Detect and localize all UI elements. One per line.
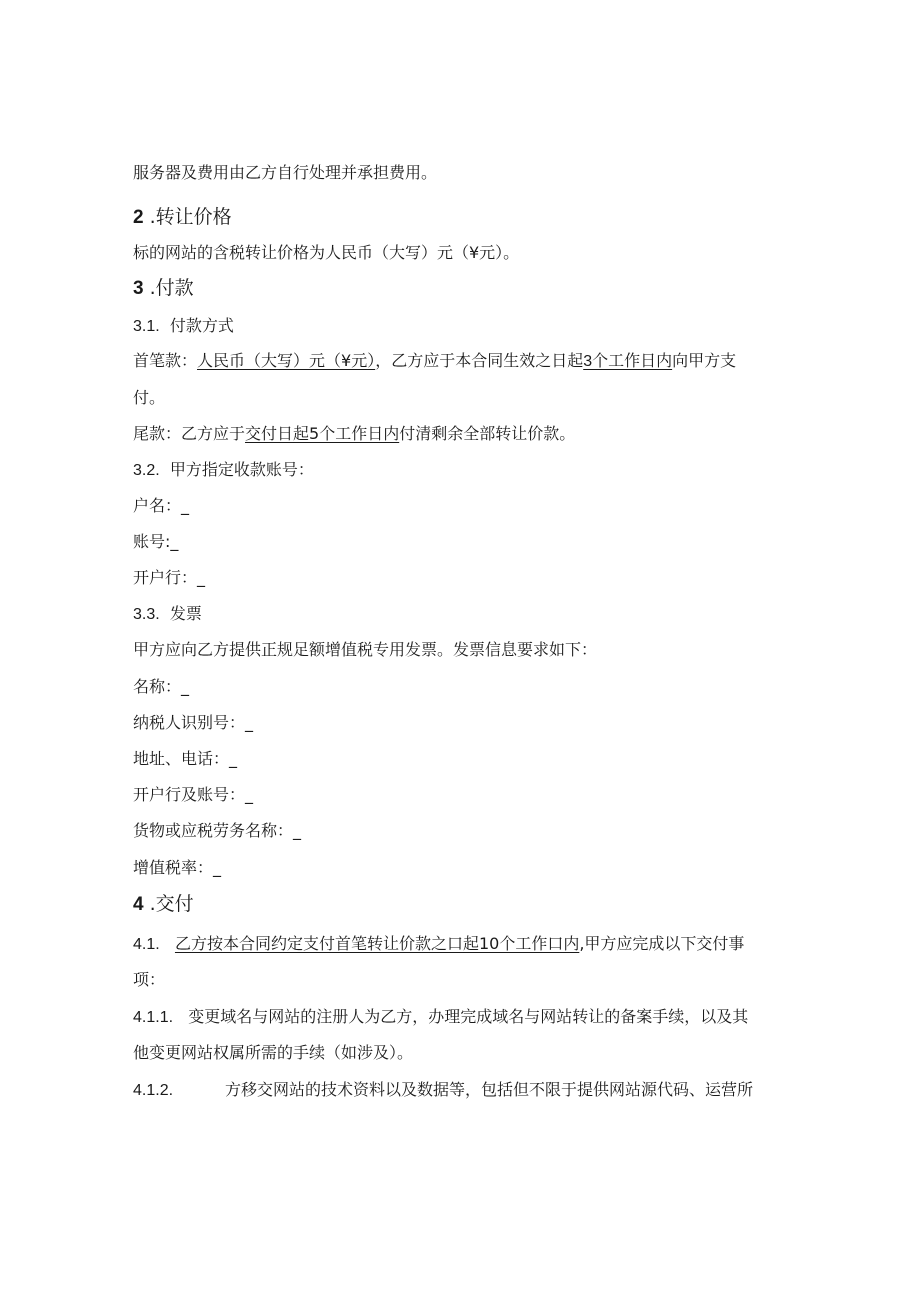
clause-3-1 [133, 315, 234, 338]
invoice-tax-rate: 增值税率：_ [133, 858, 222, 877]
clause-4-1-1-cont: 他变更网站权属所需的手续（如涉及）。 [133, 1043, 414, 1062]
final-payment-label: 尾款：乙方应于 [133, 424, 246, 443]
section-2-number: 2 [133, 207, 144, 228]
section-3-heading [133, 277, 194, 300]
invoice-name: 名称：_ [133, 677, 190, 696]
section-3-title: .付款 [149, 277, 194, 299]
clause-4-1-2-number: 4.1.2. [133, 1082, 174, 1099]
invoice-tax-id: 纳税人识别号：_ [133, 713, 254, 732]
section-4-number: 4 [133, 894, 144, 915]
account-number: 账号:_ [133, 532, 179, 551]
clause-3-1-text: 付款方式 [169, 316, 234, 335]
clause-4-1-text: ,甲方应完成以下交付事 [579, 934, 745, 953]
clause-4-1-2-text: 方移交网站的技术资料以及数据等，包括但不限于提供网站源代码、运营所 [225, 1080, 754, 1099]
clause-3-2-number: 3.2. [133, 462, 160, 479]
section-2-title: .转让价格 [149, 206, 232, 228]
invoice-bank-account: 开户行及账号：_ [133, 785, 254, 804]
clause-4-1-1 [133, 1006, 748, 1029]
final-payment-line [133, 423, 575, 445]
clause-4-1-deadline: 乙方按本合同约定支付首笔转让价款之口起10个工作口内 [174, 934, 580, 953]
section-3-number: 3 [133, 278, 144, 299]
first-payment-deadline: 3个工作日内 [583, 353, 673, 370]
account-name: 户名：_ [133, 496, 190, 515]
first-payment-text-end: 向甲方支 [672, 351, 737, 370]
invoice-intro: 甲方应向乙方提供正规足额增值税专用发票。发票信息要求如下： [133, 640, 598, 659]
clause-3-2 [133, 459, 314, 482]
final-payment-deadline: 交付日起5个工作日内 [245, 424, 400, 443]
section-4-title: .交付 [149, 893, 194, 915]
clause-4-1-cont: 项： [133, 970, 166, 989]
section-4-heading [133, 893, 194, 916]
paragraph-server-cost: 服务器及费用由乙方自行处理并承担费用。 [133, 163, 438, 182]
final-payment-text: 付清剩余全部转让价款。 [399, 424, 576, 443]
clause-3-3-number: 3.3. [133, 606, 160, 623]
clause-3-3-text: 发票 [169, 604, 202, 623]
first-payment-amount: 人民币（大写）元（¥元） [197, 351, 376, 370]
first-payment-text: ，乙方应于本合同生效之日起 [375, 351, 584, 370]
first-payment-cont: 付。 [133, 388, 166, 407]
clause-3-1-number: 3.1. [133, 318, 160, 335]
account-bank: 开户行：_ [133, 568, 206, 587]
invoice-address-phone: 地址、电话：_ [133, 749, 238, 768]
clause-3-2-text: 甲方指定收款账号： [169, 460, 314, 479]
clause-4-1-1-text: 变更域名与网站的注册人为乙方，办理完成域名与网站转让的备案手续，以及其 [188, 1007, 749, 1026]
first-payment-line [133, 350, 736, 373]
invoice-goods: 货物或应税劳务名称：_ [133, 821, 302, 840]
clause-4-1-number: 4.1. [133, 936, 160, 953]
clause-4-1-2 [133, 1079, 753, 1102]
clause-3-3 [133, 603, 202, 626]
paragraph-transfer-price: 标的网站的含税转让价格为人民币（大写）元（¥元）。 [133, 243, 520, 262]
clause-4-1-1-number: 4.1.1. [133, 1009, 174, 1026]
section-2-heading [133, 206, 232, 229]
first-payment-label: 首笔款： [133, 351, 198, 370]
clause-4-1 [133, 933, 744, 956]
